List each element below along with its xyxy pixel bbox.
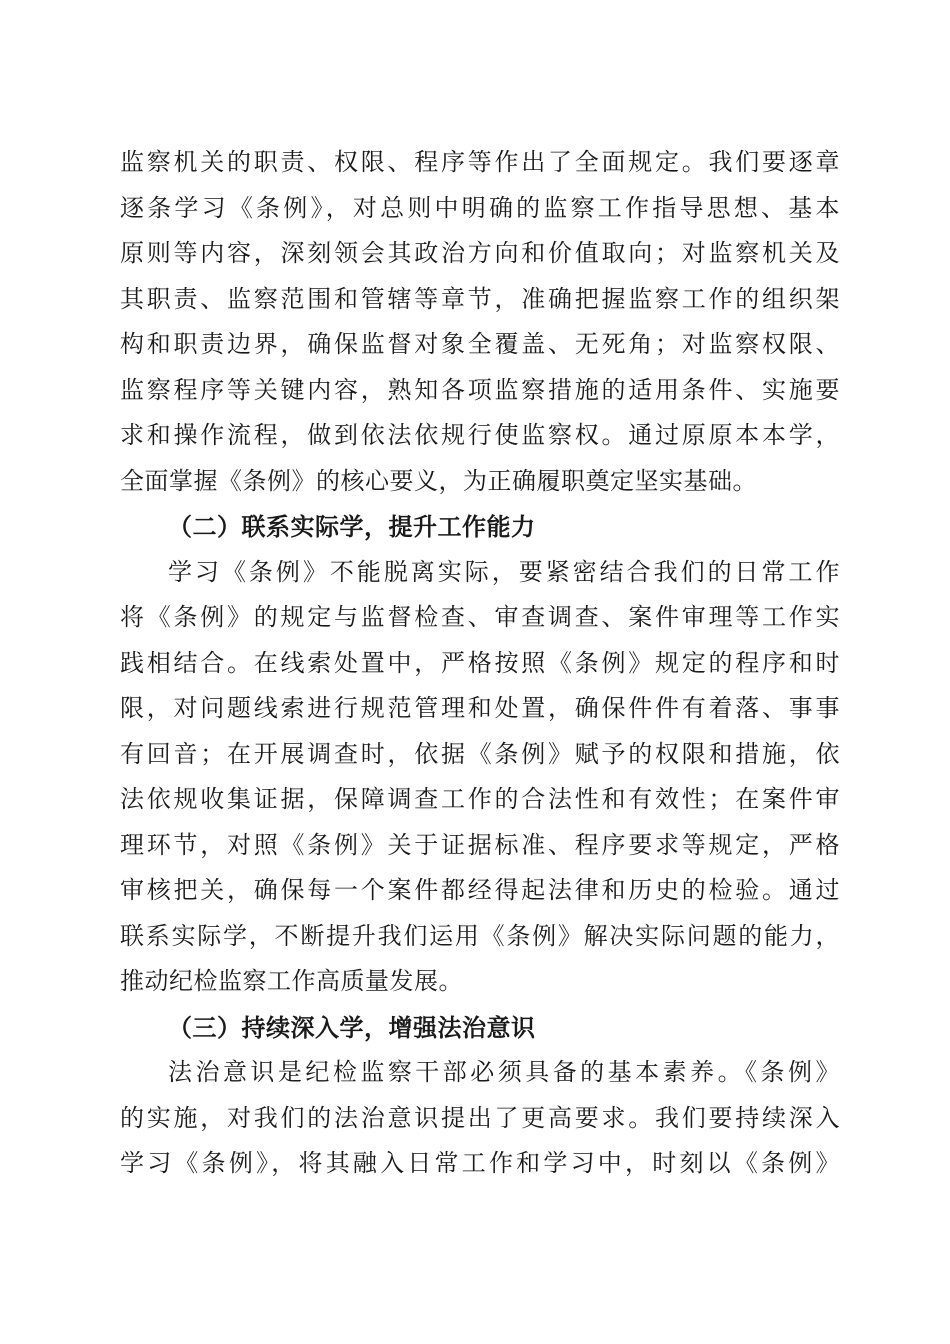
body-line: 学习《条例》，将其融入日常工作和学习中，时刻以《条例》 xyxy=(120,1149,840,1177)
body-line: 监察机关的职责、权限、程序等作出了全面规定。我们要逐章 xyxy=(120,148,840,176)
body-line: 其职责、监察范围和管辖等章节，准确把握监察工作的组织架 xyxy=(120,284,840,313)
body-line: 法依规收集证据，保障调查工作的合法性和有效性；在案件审 xyxy=(120,785,840,813)
body-line: 全面掌握《条例》的核心要义，为正确履职奠定坚实基础。 xyxy=(120,466,757,495)
body-line: 审核把关，确保每一个案件都经得起法律和历史的检验。通过 xyxy=(120,876,840,904)
body-line: 理环节，对照《条例》关于证据标准、程序要求等规定，严格 xyxy=(120,830,840,859)
body-line: 践相结合。在线索处置中，严格按照《条例》规定的程序和时 xyxy=(120,648,840,677)
body-line: 构和职责边界，确保监督对象全覆盖、无死角；对监察权限、 xyxy=(120,330,840,358)
body-line: 将《条例》的规定与监督检查、审查调查、案件审理等工作实 xyxy=(120,603,840,631)
body-line: 有回音；在开展调查时，依据《条例》赋予的权限和措施，依 xyxy=(120,739,840,768)
document-body xyxy=(120,140,840,1187)
section-heading: （二）联系实际学，提升工作能力 xyxy=(168,512,536,541)
section-heading: （三）持续深入学，增强法治意识 xyxy=(168,1012,536,1042)
body-line: 监察程序等关键内容，熟知各项监察措施的适用条件、实施要 xyxy=(120,375,840,404)
body-line: 联系实际学，不断提升我们运用《条例》解决实际问题的能力， xyxy=(120,921,840,950)
body-line: 学习《条例》不能脱离实际，要紧密结合我们的日常工作 xyxy=(168,557,840,586)
body-line: 逐条学习《条例》，对总则中明确的监察工作指导思想、基本 xyxy=(120,193,840,222)
body-line: 限，对问题线索进行规范管理和处置，确保件件有着落、事事 xyxy=(120,694,840,722)
body-line: 原则等内容，深刻领会其政治方向和价值取向；对监察机关及 xyxy=(120,239,840,267)
body-line: 的实施，对我们的法治意识提出了更高要求。我们要持续深入 xyxy=(120,1103,840,1132)
body-line: 求和操作流程，做到依法依规行使监察权。通过原原本本学， xyxy=(120,421,840,449)
body-line: 法治意识是纪检监察干部必须具备的基本素养。《条例》 xyxy=(168,1058,840,1086)
body-line: 推动纪检监察工作高质量发展。 xyxy=(120,967,463,995)
